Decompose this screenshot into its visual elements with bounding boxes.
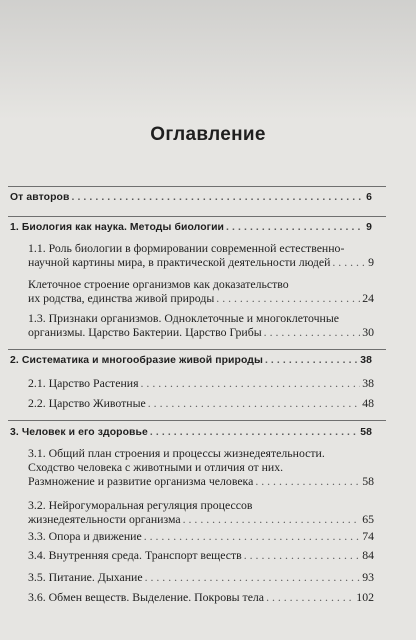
dot-leader: [183, 512, 361, 526]
dot-leader: [144, 529, 361, 543]
dot-leader: [332, 255, 366, 269]
page-number: 93: [362, 570, 374, 584]
entry-title-line: 2.2. Царство Животные: [28, 396, 146, 410]
page-number: 24: [362, 291, 374, 305]
page-number: 48: [362, 396, 374, 410]
entry-last-line: [28, 548, 374, 562]
page-number: 9: [368, 255, 374, 269]
entry-last-line: [28, 512, 374, 526]
toc-entry-authors: [10, 191, 372, 205]
toc-entry-3-1: [28, 446, 374, 488]
toc-entry-chapter-3: [10, 426, 372, 440]
entry-title-line: организмы. Царство Бактерии. Царство Грибы: [28, 325, 262, 339]
toc-entry-3-5: [28, 570, 374, 584]
entry-title-line: 1.3. Признаки организмов. Одноклеточные и многоклеточные: [28, 311, 340, 325]
dot-leader: [145, 570, 361, 584]
show-through-text: [0, 0, 416, 120]
entry-last-line: [28, 474, 374, 488]
page-number: 58: [360, 427, 372, 438]
page-number: 74: [362, 529, 374, 543]
entry-title-line: 1.1. Роль биологии в формировании современной естественно-: [28, 241, 345, 255]
page-title: Оглавление: [150, 124, 266, 145]
dot-leader: [148, 396, 360, 410]
dot-leader: [226, 221, 364, 235]
entry-title-line: Размножение и развитие организма человека: [28, 474, 254, 488]
entry-title-line: 3.5. Питание. Дыхание: [28, 570, 143, 584]
page-number: 9: [366, 222, 372, 233]
entry-last-line: [28, 291, 374, 305]
entry-title-line: 3.6. Обмен веществ. Выделение. Покровы тела: [28, 590, 265, 604]
toc-entry-3-4: [28, 548, 374, 562]
entry-last-line: [28, 590, 374, 604]
entry-title-line: жизнедеятельности организма: [28, 512, 181, 526]
toc-entry-2-1: [28, 376, 374, 390]
divider: [8, 349, 386, 350]
entry-title-line: научной картины мира, в практической деятельности людей: [28, 255, 331, 269]
entry-title-line: 3.2. Нейрогуморальная регуляция процессов: [28, 498, 253, 512]
divider: [8, 420, 386, 421]
entry-last-line: [28, 529, 374, 543]
entry-last-line: [28, 376, 374, 390]
page-number: 6: [366, 192, 372, 203]
toc-entry-3-6: [28, 590, 374, 604]
toc-entry-1-1: [28, 241, 374, 269]
entry-last-line: [10, 426, 372, 440]
page-number: 102: [356, 590, 374, 604]
toc-entry-3-3: [28, 529, 374, 543]
entry-title-line: 3.4. Внутренняя среда. Транспорт веществ: [28, 548, 242, 562]
entry-title-line: их родства, единства живой природы: [28, 291, 215, 305]
toc-entry-chapter-1: [10, 221, 372, 235]
entry-title-line: 2.1. Царство Растения: [28, 376, 139, 390]
entry-last-line: [10, 221, 372, 235]
entry-title-line: От авторов: [10, 192, 70, 203]
page-number: 65: [362, 512, 374, 526]
entry-last-line: [28, 325, 374, 339]
entry-last-line: [10, 354, 372, 368]
toc-entry-1-2: [28, 277, 374, 305]
toc-entry-chapter-2: [10, 354, 372, 368]
entry-last-line: [10, 191, 372, 205]
page-number: 38: [362, 376, 374, 390]
divider: [8, 186, 386, 187]
page-number: 38: [360, 355, 372, 366]
entry-title-line: Сходство человека с животными и отличия от них.: [28, 460, 284, 474]
dot-leader: [244, 548, 360, 562]
entry-title-line: 2. Систематика и многообразие живой природы: [10, 355, 263, 366]
entry-title-line: 1. Биология как наука. Методы биологии: [10, 222, 225, 233]
entry-last-line: [28, 255, 374, 269]
entry-title-line: 3.1. Общий план строения и процессы жизнедеятельности.: [28, 446, 325, 460]
dot-leader: [255, 474, 360, 488]
dot-leader: [265, 354, 358, 368]
page-number: 58: [362, 474, 374, 488]
dot-leader: [141, 376, 361, 390]
entry-title-line: Клеточное строение организмов как доказательство: [28, 277, 289, 291]
toc-entry-1-3: [28, 311, 374, 339]
dot-leader: [264, 325, 361, 339]
page-number: 30: [362, 325, 374, 339]
entry-title-line: 3.3. Опора и движение: [28, 529, 142, 543]
toc-entry-2-2: [28, 396, 374, 410]
entry-title-line: 3. Человек и его здоровье: [10, 427, 148, 438]
dot-leader: [71, 191, 364, 205]
page-number: 84: [362, 548, 374, 562]
dot-leader: [150, 426, 358, 440]
dot-leader: [216, 291, 360, 305]
entry-last-line: [28, 570, 374, 584]
divider: [8, 216, 386, 217]
toc-entry-3-2: [28, 498, 374, 526]
dot-leader: [266, 590, 354, 604]
entry-last-line: [28, 396, 374, 410]
